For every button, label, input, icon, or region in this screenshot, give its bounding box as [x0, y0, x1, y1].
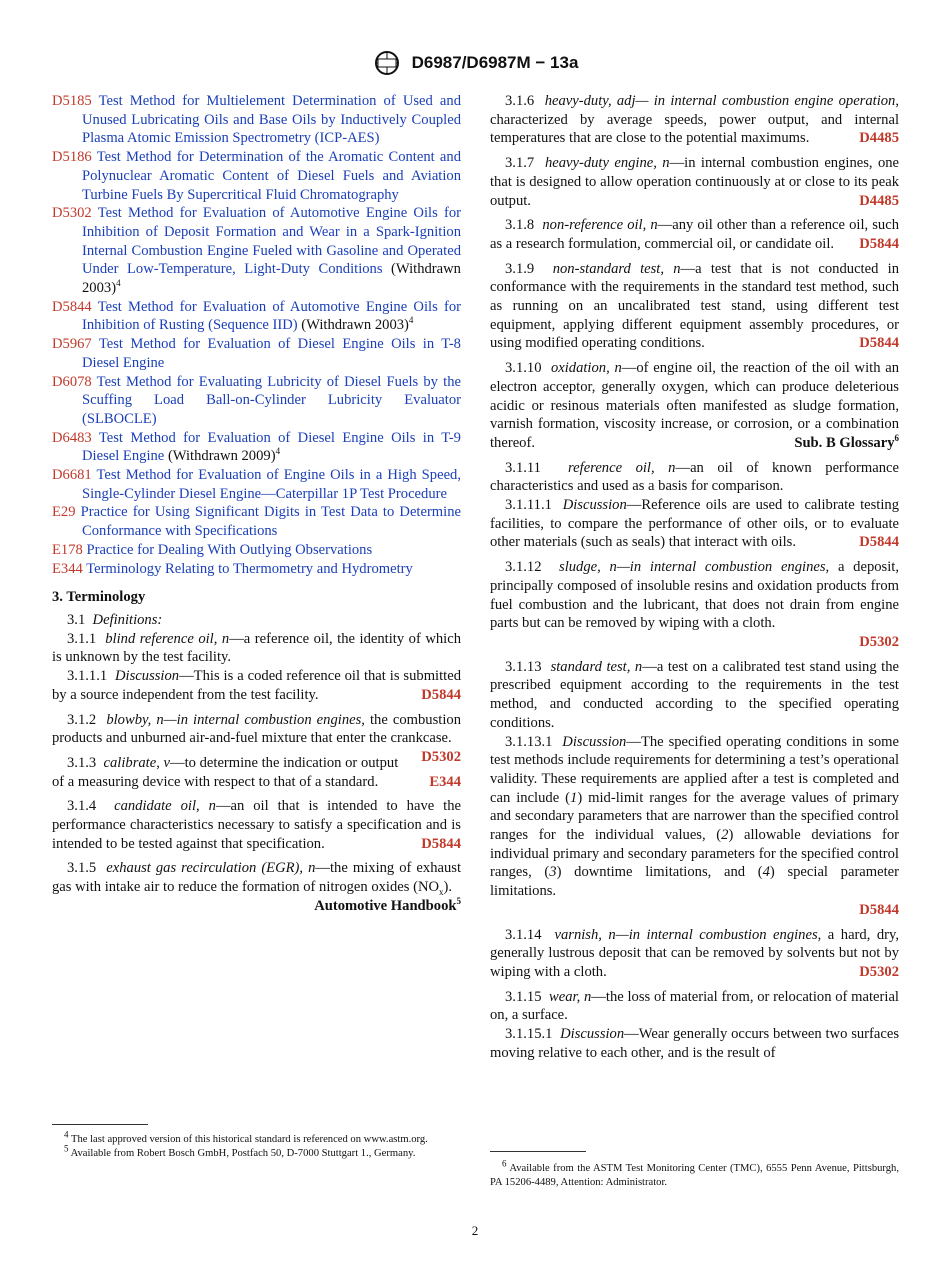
source-ref[interactable]: E344 — [429, 773, 461, 790]
definition-3-1-9: 3.1.9 non-standard test, n—a test that is not conducted in conformance with the requirements in the standard test method, such as running on an uncalibrated test stand, using different test equipment, applying different equipment assembly procedures, or using modified operating conditions. D5844 — [490, 260, 899, 352]
source-ref[interactable]: D5302 — [421, 748, 461, 765]
footnote-marker: 4 — [116, 278, 121, 289]
footnote-rule-right — [490, 1151, 586, 1152]
reference-title[interactable]: Test Method for Determination of the Aromatic Content and Polynuclear Aromatic Content of Diesel Fuels and Aviation Turbine Fuels By Supercritical Fluid Chromatography — [82, 149, 462, 203]
reference-item[interactable] — [52, 148, 461, 204]
reference-title[interactable]: Terminology Relating to Thermometry and Hydrometry — [86, 560, 413, 577]
reference-code[interactable]: E344 — [52, 560, 83, 577]
reference-code[interactable]: D6681 — [52, 467, 92, 484]
page-header — [0, 50, 950, 80]
source-ref[interactable]: D5844 — [421, 686, 461, 703]
definition-3-1-15-1: 3.1.15.1 Discussion—Wear generally occurs between two surfaces moving relative to each other, and is the result of — [490, 1026, 900, 1061]
reference-item[interactable] — [52, 373, 461, 429]
right-column — [490, 92, 899, 1062]
definition-3-1-7: 3.1.7 heavy-duty engine, n—in internal combustion engines, one that is designed to allow operation continuously at or close to its peak output. D4485 — [490, 155, 900, 209]
definition-3-1-1: 3.1.1 blind reference oil, n—a reference oil, the identity of which is unknown by the test facility. — [52, 630, 461, 666]
reference-code[interactable]: D6483 — [52, 429, 92, 446]
reference-code[interactable]: E29 — [52, 504, 76, 521]
reference-item[interactable] — [52, 298, 461, 335]
source-ref[interactable]: D4485 — [859, 192, 899, 209]
footnote-5: $^5$ Available from Robert Bosch GmbH, Postfach 50, D-7000 Stuttgart 1., Germany. — [64, 1142, 416, 1159]
footnote-rule-left — [52, 1124, 148, 1125]
definition-3-1-14: 3.1.14 varnish, n—in internal combustion engines, a hard, dry, generally lustrous deposit that can be removed by solvents but not by wiping with a cloth. D5302 — [490, 926, 900, 980]
reference-item[interactable] — [52, 204, 461, 298]
source-ref[interactable]: D5844 — [859, 235, 899, 252]
source-ref[interactable]: D5844 — [421, 835, 461, 852]
footnotes-left — [52, 1129, 461, 1160]
reference-item[interactable] — [52, 335, 461, 372]
definition-3-1-11: 3.1.11 reference oil, n—an oil of known performance characteristics and used as a basis for comparison. — [490, 459, 899, 495]
reference-item[interactable] — [52, 466, 461, 503]
footnote-marker: 4 — [408, 315, 414, 326]
reference-title[interactable]: Practice for Dealing With Outlying Observations — [86, 541, 373, 558]
footnotes-right — [490, 1158, 899, 1189]
reference-item[interactable] — [52, 503, 461, 540]
source-ref: Sub. B Glossary$^6$ — [794, 433, 899, 451]
source-ref[interactable]: D5302 — [859, 633, 899, 650]
source-ref[interactable]: D5302 — [859, 963, 899, 980]
withdrawn-note: (Withdrawn 2009) — [167, 448, 276, 465]
page-number: 2 — [471, 1223, 479, 1238]
left-column — [52, 92, 461, 916]
reference-code[interactable]: D5967 — [52, 336, 92, 353]
definition-3-1-1-1: 3.1.1.1 Discussion—This is a coded reference oil that is submitted by a source independent from the test facility. D5844 — [52, 668, 461, 703]
definition-3-1-2: 3.1.2 blowby, n—in internal combustion engines, the combustion products and unburned air-and-fuel mixture that enter the crankcase. D5302 — [52, 711, 461, 765]
source-ref[interactable]: D5844 — [859, 534, 899, 551]
footnote-4: $^4$ The last approved version of this historical standard is referenced on www.astm.org. — [64, 1129, 428, 1145]
definition-3-1-15: 3.1.15 wear, n—the loss of material from, or relocation of material on, a surface. — [490, 988, 899, 1024]
definition-3-1-10: 3.1.10 oxidation, n—of engine oil, the reaction of the oil with an electron acceptor, generally oxygen, which can produce deleterious acidic or resinous materials often manifested as sludge formation, varnish formation, viscosity increase, or corrosion, or a combination thereof. Sub. B Glossary$^6$ — [490, 360, 899, 451]
reference-item[interactable] — [52, 560, 461, 579]
reference-code[interactable]: D5186 — [52, 149, 92, 166]
reference-title[interactable]: Test Method for Multielement Determination of Used and Unused Lubricating Oils and Base Oils by Inductively Coupled Plasma Atomic Emission Spectrometry (ICP-AES) — [82, 93, 461, 147]
footnote-6: $^6$ Available from the ASTM Test Monitoring Center (TMC), 6555 Penn Avenue, Pittsburgh, PA 15206-4489, Attention: Administrator. — [490, 1158, 899, 1188]
astm-logo-icon — [372, 50, 402, 76]
withdrawn-note: (Withdrawn 2003) — [82, 261, 461, 297]
standard-designation: D6987/D6987M − 13a — [411, 53, 579, 72]
definition-3-1-5: 3.1.5 exhaust gas recirculation (EGR), n—the mixing of exhaust gas with intake air to reduce the formation of nitrogen oxides $(NO_x)$. Automotive Handbook$^5$ — [52, 860, 462, 914]
source-ref[interactable]: D4485 — [859, 130, 899, 147]
reference-item[interactable] — [52, 541, 461, 560]
reference-title[interactable]: Test Method for Evaluation of Diesel Engine Oils in T-8 Diesel Engine — [82, 336, 461, 371]
reference-code[interactable]: D5302 — [52, 205, 92, 222]
definition-3-1-8: 3.1.8 non-reference oil, n—any oil other than a reference oil, such as a research formulation, commercial oil, or candidate oil. D5844 — [490, 217, 899, 252]
referenced-documents-list — [52, 92, 461, 578]
footnote-marker: 4 — [275, 446, 281, 457]
reference-title[interactable]: Test Method for Evaluation of Automotive Engine Oils for Inhibition of Rusting (Sequence IID) — [82, 298, 461, 334]
reference-title[interactable]: Test Method for Evaluation of Diesel Engine Oils in T-9 Diesel Engine — [82, 429, 461, 465]
reference-title[interactable]: Test Method for Evaluating Lubricity of Diesel Fuels by the Scuffing Load Ball-on-Cylinder Lubricity Evaluator (SLBOCLE) — [82, 373, 461, 427]
reference-code[interactable]: D5844 — [52, 298, 92, 315]
definition-3-1-13-1: 3.1.13.1 Discussion—The specified operating conditions in some test methods include requirements for determining a test’s operational validity. These requirements are applied after a test is completed and can include (1) mid-limit ranges for the average values of primary and secondary parameters that are narrower than the specified control ranges for the individual values, (2) allowable deviations for individual primary and secondary parameters for the specified control ranges, (3) downtime limitations, and (4) special parameter limitations. — [490, 733, 900, 900]
definitions-label: 3.1 Definitions: — [67, 611, 163, 628]
definition-3-1-11-1: 3.1.11.1 Discussion—Reference oils are used to calibrate testing facilities, to compare the performance of other oils, or to evaluate other materials (such as seals) that interact with oils. D5844 — [490, 497, 899, 551]
reference-code[interactable]: E178 — [52, 541, 83, 558]
reference-title[interactable]: Test Method for Evaluation of Engine Oils in a High Speed, Single-Cylinder Diesel Engine—Caterpillar 1P Test Procedure — [82, 467, 461, 502]
source-ref[interactable]: D5844 — [859, 335, 899, 352]
source-ref: Automotive Handbook$^5$ — [314, 895, 461, 914]
definition-3-1-13: 3.1.13 standard test, n—a test on a calibrated test stand using the prescribed equipment according to the requirements in the test method, and conducted according to the specified operating conditions. — [490, 658, 899, 731]
section-heading: 3. Terminology — [52, 589, 146, 606]
reference-title[interactable]: Test Method for Evaluation of Automotive Engine Oils for Inhibition of Deposit Formation and Wear in a Spark-Ignition Internal Combustion Engine Fueled with Gasoline and Operated Under Low-Temperature, Light-Duty Conditions — [82, 205, 461, 278]
definition-3-1-12: 3.1.12 sludge, n—in internal combustion engines, a deposit, principally composed of insoluble resins and oxidation products from fuel combustion and the lubricant, that does not drain from engine parts but can be removed by wiping with a cloth. — [490, 559, 899, 632]
reference-item[interactable] — [52, 92, 461, 148]
withdrawn-note: (Withdrawn 2003) — [301, 317, 409, 334]
reference-item[interactable] — [52, 429, 461, 466]
reference-code[interactable]: D6078 — [52, 373, 92, 390]
reference-title[interactable]: Practice for Using Significant Digits in Test Data to Determine Conformance with Specifications — [80, 504, 461, 540]
reference-code[interactable]: D5185 — [52, 93, 92, 109]
definition-3-1-4: 3.1.4 candidate oil, n—an oil that is intended to have the performance characteristics necessary to satisfy a specification and is intended to be tested against that specification. D5844 — [52, 798, 462, 852]
definition-3-1-3: 3.1.3 calibrate, v—to determine the indication or output of a measuring device with respect to that of a standard. E344 — [52, 754, 461, 790]
definition-3-1-6: 3.1.6 heavy-duty, adj— in internal combustion engine operation, characterized by average speeds, power output, and internal temperatures that are close to the potential maximums. D4485 — [490, 93, 900, 147]
source-ref[interactable]: D5844 — [859, 901, 899, 918]
